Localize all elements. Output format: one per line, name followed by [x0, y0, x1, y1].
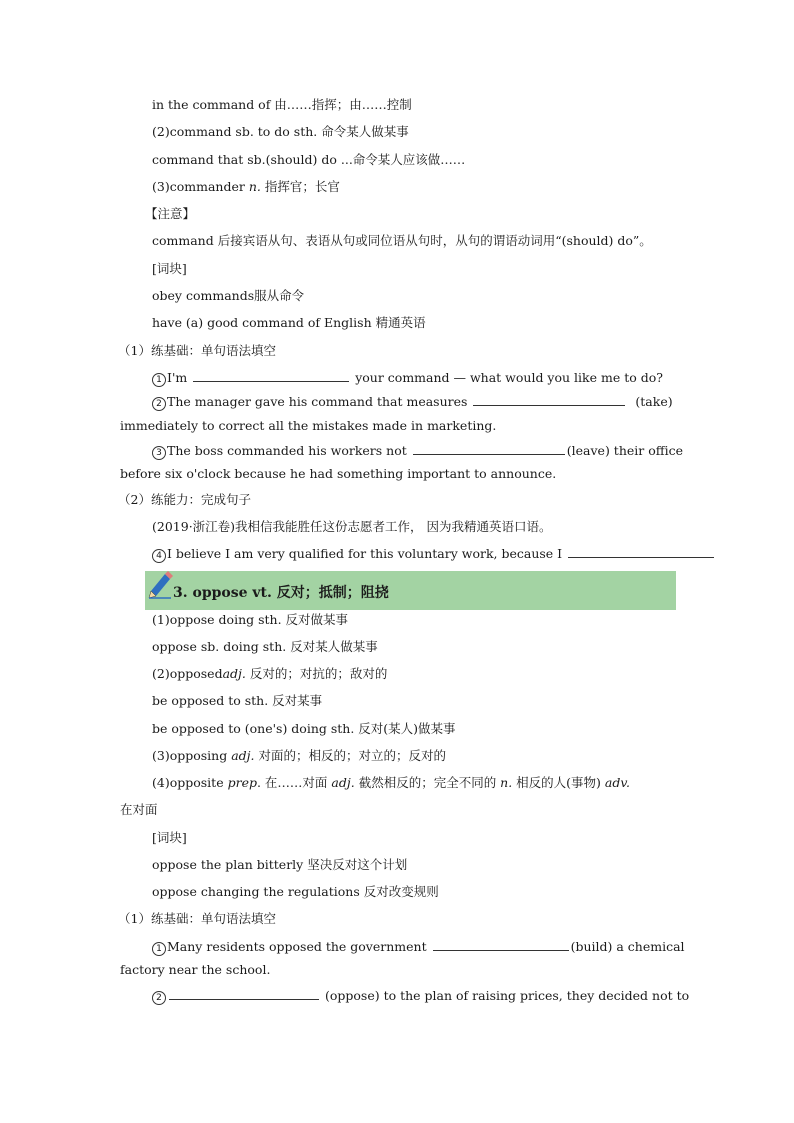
exercise-item: 2 The manager gave his command that measures (take): [152, 393, 673, 411]
text-line: (2)opposedadj. 反对的；对抗的；敌对的: [152, 666, 388, 681]
exercise-heading: （1）练基础：单句语法填空: [118, 343, 276, 358]
text-line: (1)oppose doing sth. 反对做某事: [152, 612, 349, 627]
section-label: [词块]: [152, 261, 187, 276]
section-banner: [145, 571, 676, 610]
text-line: factory near the school.: [120, 962, 271, 977]
exercise-heading: （2）练能力：完成句子: [118, 492, 251, 507]
answer-blank[interactable]: [433, 938, 569, 951]
answer-blank[interactable]: [568, 545, 714, 558]
circled-number: 2: [152, 397, 166, 411]
circled-number: 1: [152, 942, 166, 956]
text-line: command 后接宾语从句、表语从句或同位语从句时，从句的谓语动词用“(should) do”。: [152, 233, 652, 248]
circled-number: 3: [152, 446, 166, 460]
text-line: immediately to correct all the mistakes made in marketing.: [120, 418, 497, 433]
text-line: before six o'clock because he had something important to announce.: [120, 466, 557, 481]
answer-blank[interactable]: [193, 369, 349, 382]
text-line: have (a) good command of English 精通英语: [152, 315, 426, 330]
text-line: oppose sb. doing sth. 反对某人做某事: [152, 639, 378, 654]
text-line: (3)commander n. 指挥官；长官: [152, 179, 340, 194]
note-heading: 【注意】: [145, 206, 196, 221]
text-line: (3)opposing adj. 对面的；相反的；对立的；反对的: [152, 748, 447, 763]
exercise-item: 4 I believe I am very qualified for this voluntary work, because I: [152, 545, 716, 563]
text-line: (2019·浙江卷)我相信我能胜任这份志愿者工作， 因为我精通英语口语。: [152, 519, 552, 534]
exercise-item: 1 Many residents opposed the government (build) a chemical: [152, 938, 685, 956]
text-line: oppose the plan bitterly 坚决反对这个计划: [152, 857, 408, 872]
text-line: be opposed to sth. 反对某事: [152, 693, 323, 708]
text-line: (4)opposite prep. 在……对面 adj. 截然相反的；完全不同的 n. 相反的人(事物) adv.: [152, 775, 630, 790]
text-line: in the command of 由……指挥；由……控制: [152, 97, 412, 112]
circled-number: 2: [152, 991, 166, 1005]
text-line: oppose changing the regulations 反对改变规则: [152, 884, 439, 899]
exercise-item: 3 The boss commanded his workers not (leave) their office: [152, 442, 683, 460]
text-line: (2)command sb. to do sth. 命令某人做某事: [152, 124, 409, 139]
section-label: [词块]: [152, 830, 187, 845]
answer-blank[interactable]: [473, 393, 625, 406]
text-line: be opposed to (one's) doing sth. 反对(某人)做某事: [152, 721, 456, 736]
answer-blank[interactable]: [169, 987, 319, 1000]
exercise-item: 2 (oppose) to the plan of raising prices, they decided not to: [152, 987, 689, 1005]
answer-blank[interactable]: [413, 442, 565, 455]
text-line: command that sb.(should) do ...命令某人应该做……: [152, 152, 466, 167]
section-title: 3. oppose vt. 反对；抵制；阻挠: [173, 585, 389, 601]
circled-number: 1: [152, 373, 166, 387]
exercise-heading: （1）练基础：单句语法填空: [118, 911, 276, 926]
exercise-item: 1 I'm your command — what would you like me to do?: [152, 369, 663, 387]
text-line: obey commands服从命令: [152, 288, 305, 303]
text-line: 在对面: [120, 802, 158, 817]
circled-number: 4: [152, 549, 166, 563]
pencil-icon: [147, 571, 173, 599]
